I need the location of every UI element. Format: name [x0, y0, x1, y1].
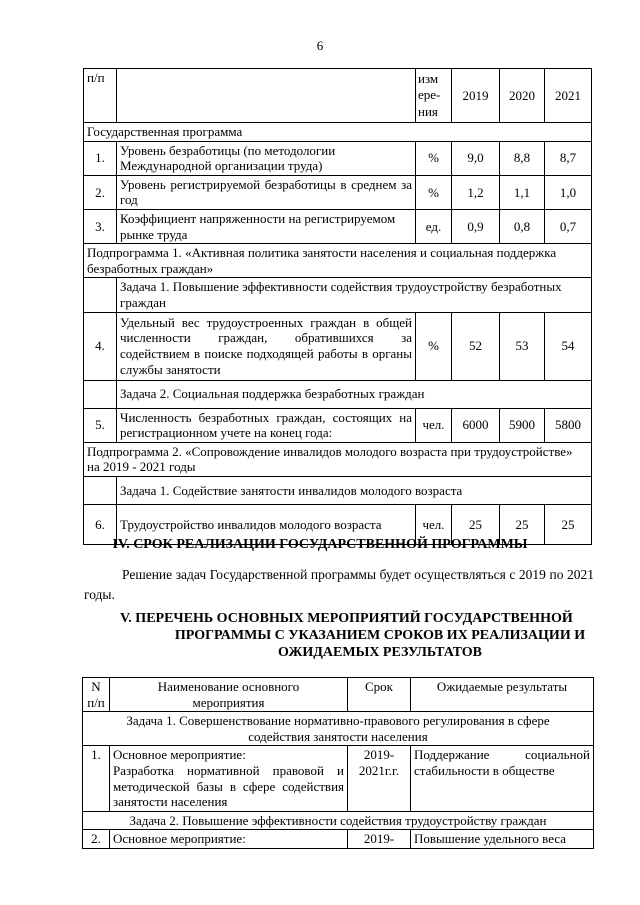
section-5-heading-line-2: ПРОГРАММЫ С УКАЗАНИЕМ СРОКОВ ИХ РЕАЛИЗАЦИИ И — [174, 627, 586, 643]
row-value-2021: 54 — [545, 312, 592, 380]
row-unit: ед. — [416, 209, 452, 243]
row-unit: чел. — [416, 408, 452, 442]
row-num: 1. — [83, 746, 110, 811]
header-unit: изм ере- ния — [416, 69, 452, 123]
row-unit: % — [416, 175, 452, 209]
header-num: п/п — [84, 69, 117, 123]
table-row — [84, 312, 592, 380]
row-term: 2019- — [348, 830, 411, 849]
row-term: 2019- 2021г.г. — [348, 746, 411, 811]
header-year-2019: 2019 — [452, 69, 500, 123]
section-5-heading — [120, 611, 610, 661]
table-row — [84, 141, 592, 175]
row-value-2019: 6000 — [452, 408, 500, 442]
row-value-2021: 1,0 — [545, 175, 592, 209]
row-value-2020: 53 — [500, 312, 545, 380]
row-name: Удельный вес трудоустроенных граждан в общей численности граждан, обратившихся за содействием в поиске подходящей работы в органы службы занятости — [117, 312, 416, 380]
row-value-2020: 5900 — [500, 408, 545, 442]
row-name: Основное мероприятие: — [110, 830, 348, 849]
row-value-2019: 52 — [452, 312, 500, 380]
row-result: Повышение удельного веса — [411, 830, 594, 849]
header-year-2020: 2020 — [500, 69, 545, 123]
subprogram-1-label: Подпрограмма 1. «Активная политика занятости населения и социальная поддержка безработных граждан» — [84, 244, 592, 278]
row-num: 3. — [84, 209, 117, 243]
row-num: 4. — [84, 312, 117, 380]
row-name — [110, 746, 348, 811]
subprogram-1-task-1: Задача 1. Повышение эффективности содействия трудоустройству безработных граждан — [117, 278, 592, 312]
row-value-2021: 25 — [545, 504, 592, 544]
task-row — [83, 712, 594, 746]
table-header-row — [83, 678, 594, 712]
task-row — [83, 811, 594, 830]
section-5-heading-line-3: ОЖИДАЕМЫХ РЕЗУЛЬТАТОВ — [278, 644, 482, 660]
header-num: N п/п — [83, 678, 110, 712]
row-name: Коэффициент напряженности на регистрируемом рынке труда — [117, 209, 416, 243]
row-value-2019: 0,9 — [452, 209, 500, 243]
row-name-line-1: Основное мероприятие: — [113, 747, 246, 763]
row-num: 2. — [84, 175, 117, 209]
task-empty-cell — [84, 476, 117, 504]
indicators-table — [83, 68, 592, 545]
header-name — [117, 69, 416, 123]
row-value-2020: 8,8 — [500, 141, 545, 175]
row-value-2021: 8,7 — [545, 141, 592, 175]
task-empty-cell — [84, 278, 117, 312]
section-4-heading: IV. СРОК РЕАЛИЗАЦИИ ГОСУДАРСТВЕННОЙ ПРОГРАММЫ — [112, 537, 528, 552]
table-row — [84, 209, 592, 243]
row-name-line-2: Разработка нормативной правовой и методической базы в сфере содействия занятости населения — [113, 762, 344, 810]
task-row — [84, 380, 592, 408]
row-num: 1. — [84, 141, 117, 175]
header-year-2021: 2021 — [545, 69, 592, 123]
subprogram-row — [84, 442, 592, 476]
row-value-2019: 25 — [452, 504, 500, 544]
subprogram-2-label: Подпрограмма 2. «Сопровождение инвалидов молодого возраста при трудоустройстве» на 2019 - 2021 годы — [84, 442, 592, 476]
gov-program-label: Государственная программа — [84, 123, 592, 142]
table-row — [83, 830, 594, 849]
measures-table — [82, 677, 594, 849]
row-name: Численность безработных граждан, состоящих на регистрационном учете на конец года: — [117, 408, 416, 442]
task-row — [84, 476, 592, 504]
section-5-heading-line-1: V. ПЕРЕЧЕНЬ ОСНОВНЫХ МЕРОПРИЯТИЙ ГОСУДАРСТВЕННОЙ — [120, 611, 573, 626]
header-results: Ожидаемые результаты — [411, 678, 594, 712]
task-empty-cell — [84, 380, 117, 408]
row-value-2021: 0,7 — [545, 209, 592, 243]
task-row — [84, 278, 592, 312]
row-unit: чел. — [416, 504, 452, 544]
section-4-text: Решение задач Государственной программы будет осуществляться с 2019 по 2021 годы. — [84, 567, 594, 602]
row-value-2020: 1,1 — [500, 175, 545, 209]
table-header-row — [84, 69, 592, 123]
gov-program-row — [84, 123, 592, 142]
row-name: Уровень безработицы (по методологии Международной организации труда) — [117, 141, 416, 175]
row-value-2020: 25 — [500, 504, 545, 544]
row-num: 6. — [84, 504, 117, 544]
header-term: Срок — [348, 678, 411, 712]
row-unit: % — [416, 312, 452, 380]
table-row — [84, 175, 592, 209]
header-name: Наименование основного мероприятия — [110, 678, 348, 712]
page-number: 6 — [316, 38, 324, 53]
row-num: 2. — [83, 830, 110, 849]
table2-task-1: Задача 1. Совершенствование нормативно-правового регулирования в сфере содействия занятости населения — [83, 712, 594, 746]
row-name: Трудоустройство инвалидов молодого возраста — [117, 504, 416, 544]
subprogram-2-task-1: Задача 1. Содействие занятости инвалидов молодого возраста — [117, 476, 592, 504]
row-unit: % — [416, 141, 452, 175]
table-row — [84, 408, 592, 442]
row-name: Уровень регистрируемой безработицы в среднем за год — [117, 175, 416, 209]
table-row — [83, 746, 594, 811]
subprogram-1-task-2: Задача 2. Социальная поддержка безработных граждан — [117, 380, 592, 408]
row-value-2021: 5800 — [545, 408, 592, 442]
row-value-2019: 1,2 — [452, 175, 500, 209]
row-result: Поддержание социальной стабильности в обществе — [411, 746, 594, 811]
row-value-2020: 0,8 — [500, 209, 545, 243]
row-num: 5. — [84, 408, 117, 442]
row-value-2019: 9,0 — [452, 141, 500, 175]
table2-task-2: Задача 2. Повышение эффективности содействия трудоустройству граждан — [83, 811, 594, 830]
subprogram-row — [84, 244, 592, 278]
